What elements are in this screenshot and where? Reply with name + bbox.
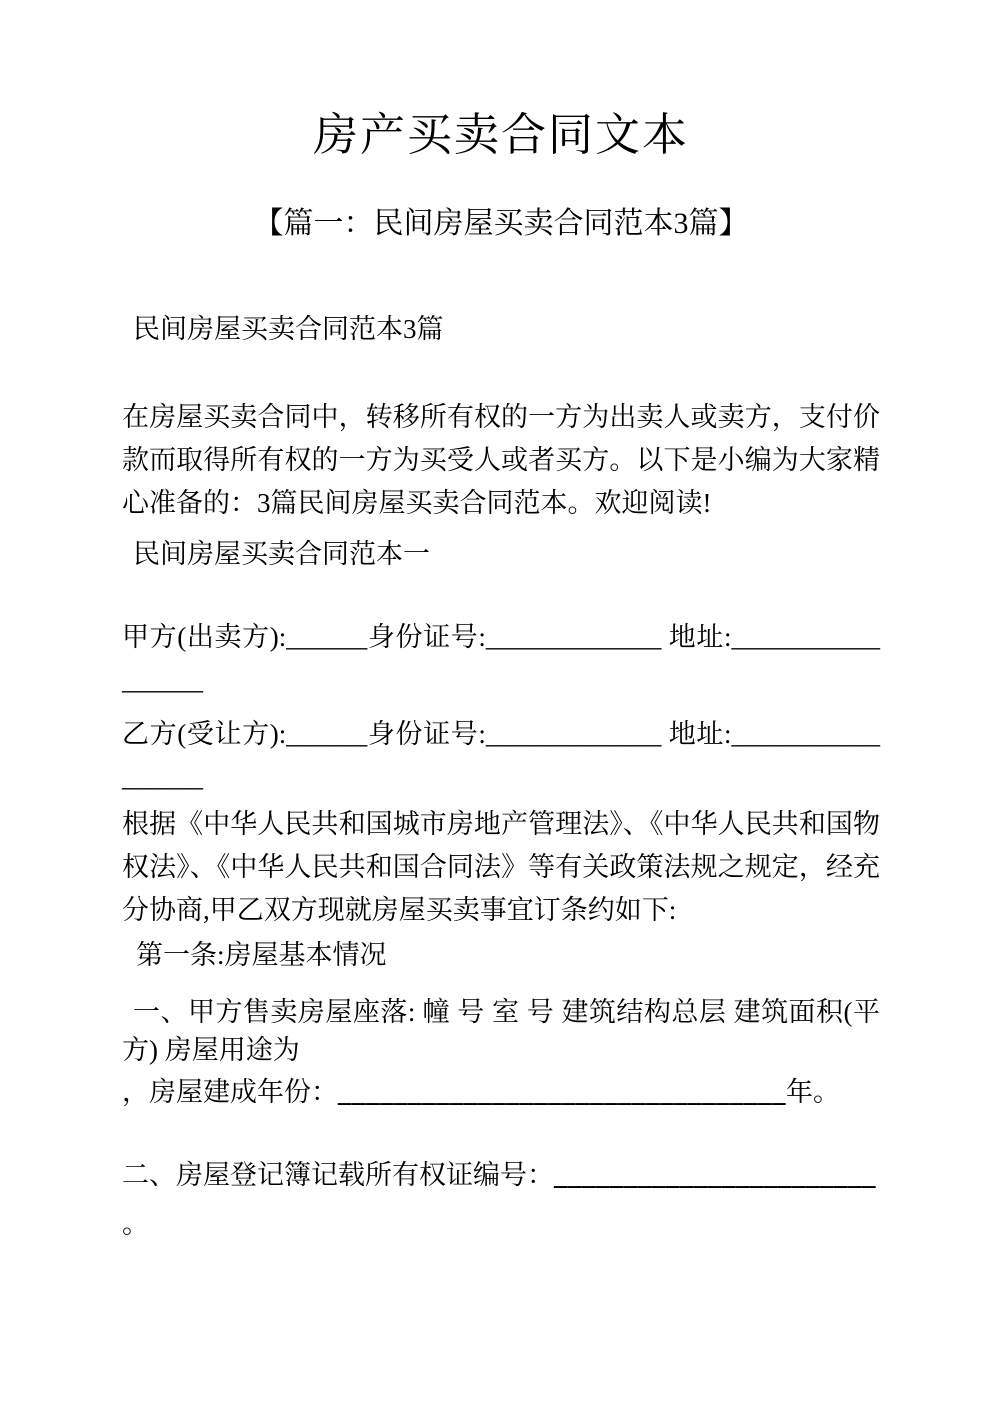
party-a-line: 甲方(出卖方):______身份证号:_____________ 地址:_________________ bbox=[122, 622, 880, 695]
paragraph-sample-one-heading: 民间房屋买卖合同范本一 bbox=[133, 539, 430, 569]
contract-title: 房产买卖合同文本 bbox=[312, 110, 689, 160]
contract-subtitle: 【篇一：民间房屋买卖合同范本3篇】 bbox=[253, 207, 749, 240]
paragraph-sample-heading: 民间房屋买卖合同范本3篇 bbox=[133, 314, 444, 344]
build-year-blank-line: ________________________________ bbox=[338, 1077, 786, 1107]
build-year-suffix: 年。 bbox=[786, 1077, 840, 1107]
paragraph-legal-basis: 根据《中华人民共和国城市房地产管理法》、《中华人民共和国物权法》、《中华人民共和国合同法》等有关政策法规之规定，经充分协商,甲乙双方现就房屋买卖事宜订条约如下: bbox=[122, 809, 880, 925]
registry-number-label: 二、房屋登记簿记载所有权证编号： bbox=[122, 1160, 554, 1190]
paragraph-build-year bbox=[122, 1071, 880, 1114]
paragraph-intro: 在房屋买卖合同中，转移所有权的一方为出卖人或卖方，支付价款而取得所有权的一方为买受人或者买方。以下是小编为大家精心准备的：3篇民间房屋买卖合同范本。欢迎阅读! bbox=[122, 402, 880, 518]
paragraph-registry-number bbox=[122, 1154, 880, 1197]
paragraph-house-location: 一、甲方售卖房屋座落: 幢 号 室 号 建筑结构总层 建筑面积(平方) 房屋用途为 bbox=[122, 997, 880, 1065]
paragraph-period: 。 bbox=[122, 1209, 149, 1239]
party-b-line: 乙方(受让方):______身份证号:_____________ 地址:_________________ bbox=[122, 719, 880, 792]
article-one-heading: 第一条:房屋基本情况 bbox=[136, 940, 387, 970]
registry-number-blank-line: _______________________ bbox=[554, 1160, 876, 1190]
build-year-label: ，房屋建成年份： bbox=[122, 1077, 338, 1107]
